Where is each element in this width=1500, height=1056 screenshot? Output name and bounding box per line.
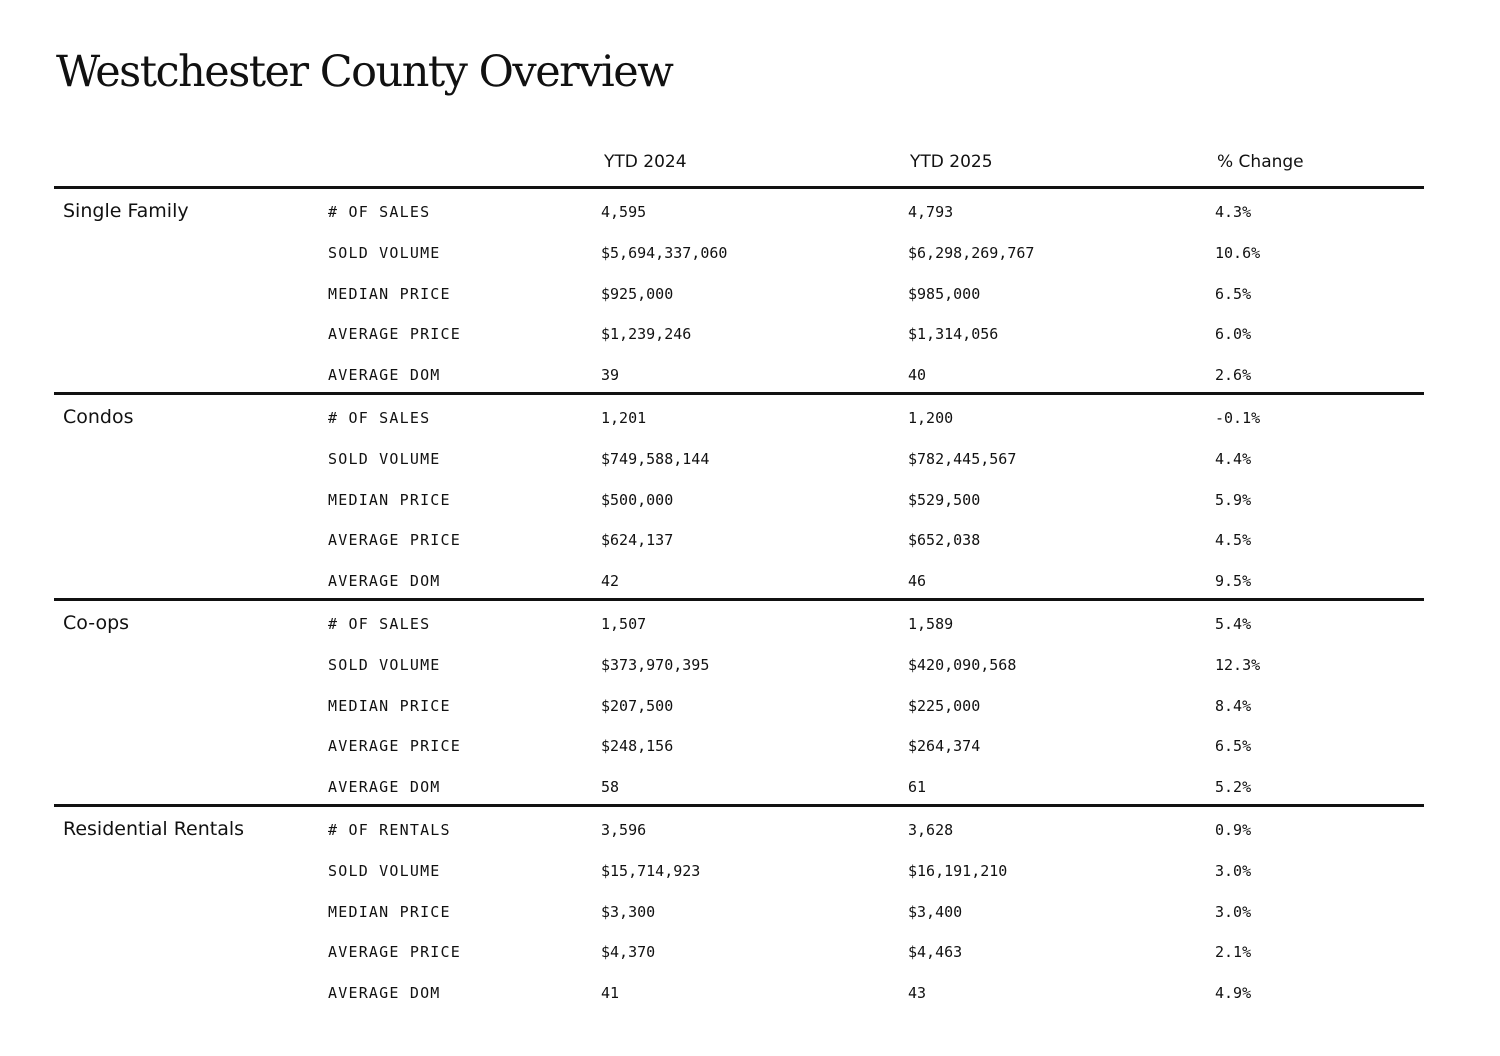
- table-row: [54, 902, 1424, 943]
- table-row: [54, 983, 1424, 1024]
- ytd-2024-value: 41: [601, 984, 620, 1003]
- ytd-2024-value: $925,000: [601, 284, 674, 303]
- ytd-2025-value: 43: [908, 984, 927, 1003]
- ytd-2025-value: $3,400: [908, 902, 963, 921]
- ytd-2024-value: $373,970,395: [601, 655, 710, 674]
- ytd-2024-value: 39: [601, 366, 620, 385]
- metric-label: # OF SALES: [328, 409, 431, 427]
- ytd-2025-value: 61: [908, 778, 927, 797]
- table-row: [54, 820, 1424, 861]
- table-row: [54, 736, 1424, 777]
- section-condos: [54, 392, 1424, 598]
- metric-label: AVERAGE PRICE: [328, 531, 461, 550]
- metric-label: MEDIAN PRICE: [328, 490, 451, 509]
- ytd-2024-value: 58: [601, 778, 620, 797]
- ytd-2024-value: $5,694,337,060: [601, 243, 728, 262]
- ytd-2024-value: $624,137: [601, 531, 674, 550]
- ytd-2024-value: $1,239,246: [601, 325, 692, 344]
- ytd-2024-value: $207,500: [601, 696, 674, 715]
- percent-change-value: 3.0%: [1215, 861, 1252, 880]
- ytd-2024-value: 1,507: [601, 615, 647, 633]
- percent-change-value: 4.3%: [1215, 203, 1252, 221]
- table-row: [54, 490, 1424, 531]
- percent-change-value: 0.9%: [1215, 821, 1252, 839]
- metric-label: # OF SALES: [328, 203, 431, 221]
- percent-change-value: 5.4%: [1215, 615, 1252, 633]
- ytd-2025-value: $264,374: [908, 737, 981, 756]
- ytd-2024-value: $248,156: [601, 737, 674, 756]
- table-row: [54, 861, 1424, 902]
- percent-change-value: 2.6%: [1215, 366, 1252, 385]
- section-residential-rentals: [54, 804, 1424, 1010]
- ytd-2024-value: 4,595: [601, 203, 647, 221]
- metric-label: AVERAGE DOM: [328, 572, 441, 591]
- table-row: [54, 324, 1424, 365]
- metric-label: SOLD VOLUME: [328, 861, 441, 880]
- ytd-2025-value: 46: [908, 572, 927, 591]
- ytd-2024-value: $4,370: [601, 943, 656, 962]
- section-single-family: [54, 186, 1424, 392]
- table-row: [54, 655, 1424, 696]
- ytd-2025-value: 1,589: [908, 615, 954, 633]
- percent-change-value: 5.2%: [1215, 778, 1252, 797]
- ytd-2025-value: 4,793: [908, 203, 954, 221]
- metric-label: SOLD VOLUME: [328, 243, 441, 262]
- column-header-ytd-2024: YTD 2024: [604, 152, 687, 172]
- metric-label: AVERAGE PRICE: [328, 325, 461, 344]
- percent-change-value: 6.5%: [1215, 737, 1252, 756]
- metric-label: # OF SALES: [328, 615, 431, 633]
- percent-change-value: 2.1%: [1215, 943, 1252, 962]
- ytd-2024-value: $3,300: [601, 902, 656, 921]
- metric-label: AVERAGE DOM: [328, 366, 441, 385]
- metric-label: AVERAGE PRICE: [328, 943, 461, 962]
- ytd-2025-value: $420,090,568: [908, 655, 1017, 674]
- ytd-2024-value: 1,201: [601, 409, 647, 427]
- ytd-2025-value: 40: [908, 366, 927, 385]
- table-row: [54, 284, 1424, 325]
- overview-table: [54, 186, 1424, 1010]
- page-title: Westchester County Overview: [56, 47, 673, 97]
- percent-change-value: 8.4%: [1215, 696, 1252, 715]
- section-label: Condos: [63, 406, 134, 428]
- ytd-2024-value: 42: [601, 572, 620, 591]
- ytd-2024-value: $749,588,144: [601, 449, 710, 468]
- percent-change-value: 4.4%: [1215, 449, 1252, 468]
- percent-change-value: 3.0%: [1215, 902, 1252, 921]
- section-label: Residential Rentals: [63, 818, 245, 840]
- percent-change-value: 4.5%: [1215, 531, 1252, 550]
- metric-label: AVERAGE PRICE: [328, 737, 461, 756]
- section-label: Co-ops: [63, 612, 130, 634]
- table-row: [54, 408, 1424, 449]
- section-co-ops: [54, 598, 1424, 804]
- table-row: [54, 202, 1424, 243]
- ytd-2025-value: $985,000: [908, 284, 981, 303]
- ytd-2025-value: $225,000: [908, 696, 981, 715]
- percent-change-value: 6.0%: [1215, 325, 1252, 344]
- ytd-2025-value: 3,628: [908, 821, 954, 839]
- table-row: [54, 942, 1424, 983]
- metric-label: MEDIAN PRICE: [328, 696, 451, 715]
- table-row: [54, 449, 1424, 490]
- percent-change-value: 4.9%: [1215, 984, 1252, 1003]
- ytd-2025-value: 1,200: [908, 409, 954, 427]
- percent-change-value: 6.5%: [1215, 284, 1252, 303]
- ytd-2024-value: $500,000: [601, 490, 674, 509]
- ytd-2025-value: $529,500: [908, 490, 981, 509]
- ytd-2025-value: $4,463: [908, 943, 963, 962]
- percent-change-value: 10.6%: [1215, 243, 1261, 262]
- ytd-2024-value: $15,714,923: [601, 861, 701, 880]
- ytd-2024-value: 3,596: [601, 821, 647, 839]
- percent-change-value: -0.1%: [1215, 409, 1261, 427]
- section-label: Single Family: [63, 200, 189, 222]
- ytd-2025-value: $1,314,056: [908, 325, 999, 344]
- metric-label: AVERAGE DOM: [328, 984, 441, 1003]
- metric-label: SOLD VOLUME: [328, 449, 441, 468]
- metric-label: MEDIAN PRICE: [328, 902, 451, 921]
- table-row: [54, 696, 1424, 737]
- metric-label: AVERAGE DOM: [328, 778, 441, 797]
- column-header-ytd-2025: YTD 2025: [910, 152, 993, 172]
- table-row: [54, 614, 1424, 655]
- percent-change-value: 9.5%: [1215, 572, 1252, 591]
- metric-label: SOLD VOLUME: [328, 655, 441, 674]
- ytd-2025-value: $6,298,269,767: [908, 243, 1035, 262]
- ytd-2025-value: $16,191,210: [908, 861, 1008, 880]
- percent-change-value: 12.3%: [1215, 655, 1261, 674]
- metric-label: MEDIAN PRICE: [328, 284, 451, 303]
- table-row: [54, 243, 1424, 284]
- metric-label: # OF RENTALS: [328, 821, 451, 839]
- ytd-2025-value: $782,445,567: [908, 449, 1017, 468]
- percent-change-value: 5.9%: [1215, 490, 1252, 509]
- table-row: [54, 530, 1424, 571]
- column-header-percent-change: % Change: [1217, 152, 1304, 172]
- ytd-2025-value: $652,038: [908, 531, 981, 550]
